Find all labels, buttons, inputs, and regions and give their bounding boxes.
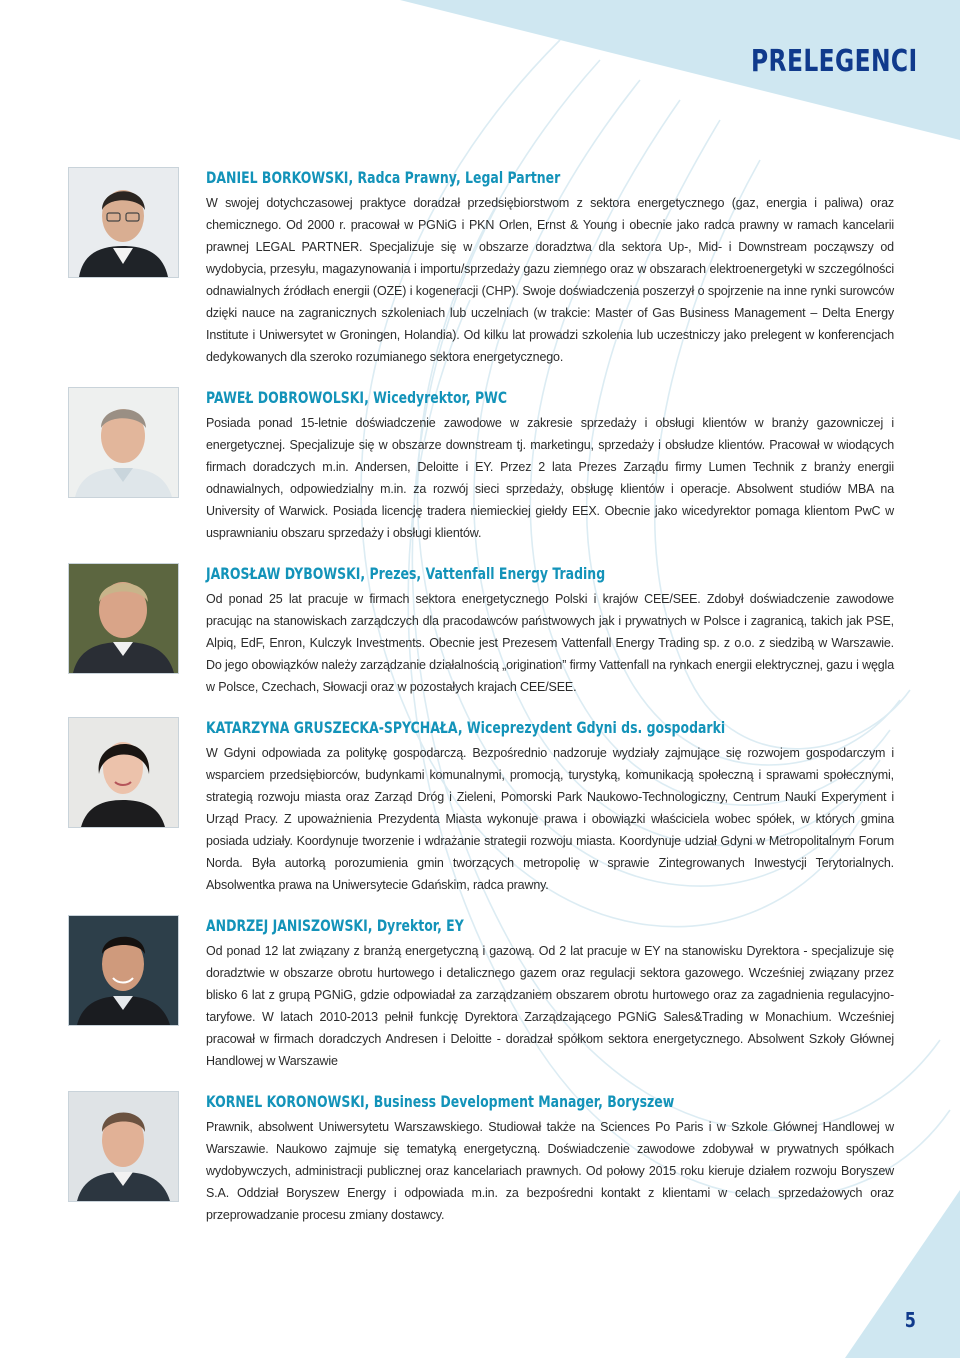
speaker-photo [68,387,179,498]
page-title: PRELEGENCI [751,44,918,79]
speaker-bio: Od ponad 12 lat związany z branżą energetyczną i gazową. Od 2 lat pracuje w EY na stanowisku Dyrektora - specjalizuje się doradztwie w obszarze obrotu hurtowego i detalicznego gazem oraz regulacji sektora gazowego. Wcześniej związany przez blisko 6 lat z grupą PGNiG, gdzie odpowiadał za zarządzaniem obszarem obrotu hurtowego oraz za zagadnienia regulacyjno-taryfowe. W latach 2010-2013 pełnił funkcję Dyrektora Zarządzającego PGNiG Sales&Trading w Monachium. Wcześniej pracował w firmach doradczych Andresen i Deloitte - doradzał spółkom sektora energetycznego. Absolwent Szkoły Głównej Handlowej w Warszawie [206,944,894,1068]
page-number: 5 [904,1308,916,1332]
speaker-photo [68,167,179,278]
speaker-name: JAROSŁAW DYBOWSKI, Prezes, Vattenfall Energy Trading [206,564,606,583]
speaker-name: KATARZYNA GRUSZECKA-SPYCHAŁA, Wiceprezydent Gdyni ds. gospodarki [206,718,726,737]
speaker-name: ANDRZEJ JANISZOWSKI, Dyrektor, EY [206,916,464,935]
speaker-bio: W Gdyni odpowiada za politykę gospodarczą. Bezpośrednio nadzoruje wydziały zajmujące się rozwojem gospodarczym i wsparciem przedsiębiorców, budynkami komunalnymi, promocją, turystyką, komunikacją społeczną i sprawami społecznymi, strategią rozwoju miasta oraz Zarząd Dróg i Zieleni, Pomorski Park Naukowo-Technologiczny, Centrum Nauki Experyment i Urząd Pracy. Z upoważnienia Prezydenta Miasta wykonuje prawa i obowiązki właściciela wobec spółek, w których gmina posiada udziały. Koordynuje tworzenie i wdrażanie strategii rozwoju miasta. Koordynuje udział Gdyni w Metropolitalnym Forum Norda. Była autorką porozumienia gmin tworzących metropolię w sprawie Zintegrowanych Inwestycji Terytorialnych. Absolwentka prawa na Uniwersytecie Gdańskim, radca prawny. [206,746,894,892]
speaker-bio: Prawnik, absolwent Uniwersytetu Warszawskiego. Studiował także na Sciences Po Paris i w Szkole Głównej Handlowej w Warszawie. Naukowo zajmuje się tematyką energetyczną. Doświadczenie zawodowe zdobywał w prywatnych spółkach wydobywczych, administracji publicznej oraz kancelariach prawnych. Od połowy 2015 roku kieruje działem rozwoju Boryszew S.A. Oddział Boryszew Energy i odpowiada m.in. za bezpośredni kontakt z klientami w celach sprzedażowych oraz przeprowadzanie procesu zmiany dostawcy. [206,1120,894,1222]
speaker-name: KORNEL KORONOWSKI, Business Development Manager, Boryszew [206,1092,675,1111]
speaker-name: PAWEŁ DOBROWOLSKI, Wicedyrektor, PWC [206,388,508,407]
portrait-icon [69,1092,178,1201]
portrait-icon [69,916,178,1025]
speaker-photo [68,563,179,674]
speaker-name: DANIEL BORKOWSKI, Radca Prawny, Legal Partner [206,168,561,187]
speaker-bio: W swojej dotychczasowej praktyce doradzał przedsiębiorstwom z sektora energetycznego (gaz, energia i paliwa) oraz chemicznego. Od 2000 r. pracował w PGNiG i PKN Orlen, Ernst & Young i obecnie jako radca prawny w ramach kancelarii prawnej LEGAL PARTNER. Specjalizuje się w obszarze doradztwa dla sektora Up-, Mid- i Downstream począwszy od wydobycia, przesyłu, magazynowania i importu/sprzedaży gazu ziemnego oraz w obszarach elektroenergetyki w szczególności odnawialnych źródłach energii (OZE) i kogeneracji (CHP). Swoje doświadczenia poszerzył o spojrzenie na inne rynki surowców dzięki nauce na zagranicznych szkoleniach lub uczelniach (w trakcie: Master of Gas Business Management – Delta Energy Institute i Uniwersytet w Groningen, Holandia). Od kilku lat prowadzi szkolenia lub uczestniczy jako prelegent w konferencjach dedykowanych dla szeroko rozumianego sektora energetycznego. [206,196,894,364]
portrait-icon [69,718,178,827]
portrait-icon [69,564,178,673]
speaker-bio: Posiada ponad 15-letnie doświadczenie zawodowe w zakresie sprzedaży i obsługi klientów w branży gazowniczej i energetycznej. Specjalizuje się w obszarze downstream tj. marketingu, sprzedaży i obsłudze klientów. Pracował w wiodących firmach doradczych m.in. Andersen, Deloitte i EY. Przez 2 lata Prezes Zarządu firmy Lumen Technik z branży energii odnawialnych, odpowiedzialny m.in. za rozwój sieci sprzedaży, obsługę klientów i operacje. Absolwent studiów MBA na University of Warwick. Posiada licencję tradera niemieckiej giełdy EEX. Obecnie jako wicedyrektor pomaga klientom PwC w usprawnianiu obszaru sprzedaży i obsługi klientów. [206,416,894,540]
speaker-photo [68,1091,179,1202]
speaker-photo [68,915,179,1026]
portrait-icon [69,168,178,277]
speaker-bio: Od ponad 25 lat pracuje w firmach sektora energetycznego Polski i krajów CEE/SEE. Zdobył doświadczenie zawodowe pracując na stanowiskach zarządczych dla pracodawców państwowych jak i prywatnych w Polsce i zagranicą, takich jak PSE, Alpiq, EdF, Enron, Kulczyk Investments. Obecnie jest Prezesem Vattenfall Energy Trading sp. z o.o. z siedzibą w Warszawie. Do jego obowiązków należy zarządzanie działalnością „origination” firmy Vattenfall na rynkach energii elektrycznej, gazu i węgla w Polsce, Czechach, Słowacji oraz w pozostałych krajach CEE/SEE. [206,592,894,694]
speaker-photo [68,717,179,828]
portrait-icon [69,388,178,497]
